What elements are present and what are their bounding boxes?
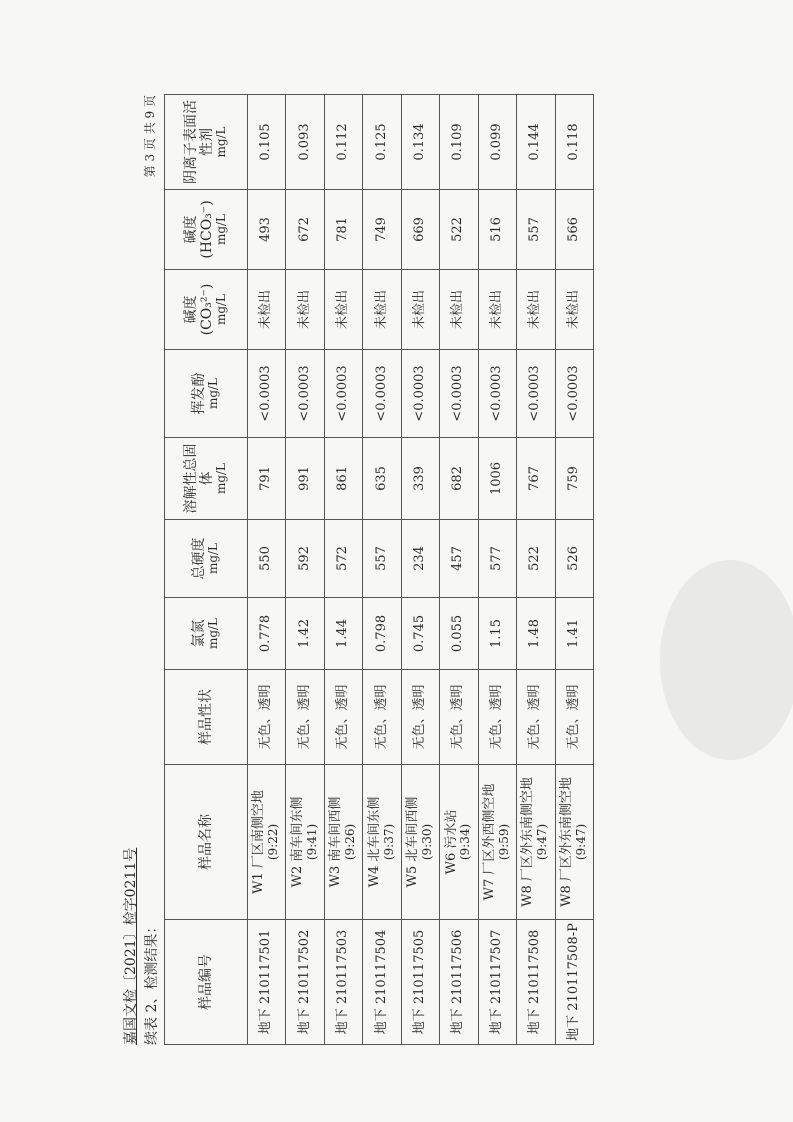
hardness-cell: 457 (440, 520, 478, 598)
table-row (517, 95, 555, 1045)
hardness-cell: 592 (286, 520, 324, 598)
table-row (363, 95, 401, 1045)
ammonia-cell: 0.798 (363, 598, 401, 670)
bicarbonate-cell: 522 (440, 190, 478, 270)
sample-id-cell: 地下 210117501 (248, 920, 286, 1045)
carbonate-cell: 未检出 (555, 270, 594, 350)
sample-property-cell: 无色、透明 (248, 670, 286, 765)
tds-cell: 991 (286, 438, 324, 520)
sample-property-cell: 无色、透明 (440, 670, 478, 765)
phenol-cell: <0.0003 (401, 350, 439, 438)
sample-name-cell: W8 厂区外东南侧空地 (9:47) (517, 765, 555, 920)
column-header: 碱度(HCO₃⁻) mg/L (165, 190, 248, 270)
surfactant-cell: 0.125 (363, 95, 401, 190)
column-header: 总硬度 mg/L (165, 520, 248, 598)
sample-id-cell: 地下 210117505 (401, 920, 439, 1045)
ammonia-cell: 1.48 (517, 598, 555, 670)
tds-cell: 759 (555, 438, 594, 520)
surfactant-cell: 0.134 (401, 95, 439, 190)
ammonia-cell: 1.15 (478, 598, 516, 670)
carbonate-cell: 未检出 (401, 270, 439, 350)
column-header: 碱度(CO₃²⁻) mg/L (165, 270, 248, 350)
surfactant-cell: 0.112 (324, 95, 362, 190)
table-row (401, 95, 439, 1045)
sample-name-cell: W5 北车间西侧 (9:30) (401, 765, 439, 920)
phenol-cell: <0.0003 (555, 350, 594, 438)
ammonia-cell: 0.055 (440, 598, 478, 670)
sample-property-cell: 无色、透明 (555, 670, 594, 765)
hardness-cell: 522 (517, 520, 555, 598)
sample-property-cell: 无色、透明 (401, 670, 439, 765)
surfactant-cell: 0.109 (440, 95, 478, 190)
sample-property-cell: 无色、透明 (478, 670, 516, 765)
sample-name-cell: W8 厂区外东南侧空地 (9:47) (555, 765, 594, 920)
table-row (248, 95, 286, 1045)
carbonate-cell: 未检出 (248, 270, 286, 350)
sample-id-cell: 地下 210117504 (363, 920, 401, 1045)
surfactant-cell: 0.144 (517, 95, 555, 190)
sample-id-cell: 地下 210117508-P (555, 920, 594, 1045)
phenol-cell: <0.0003 (286, 350, 324, 438)
hardness-cell: 526 (555, 520, 594, 598)
hardness-cell: 234 (401, 520, 439, 598)
carbonate-cell: 未检出 (440, 270, 478, 350)
surfactant-cell: 0.099 (478, 95, 516, 190)
surfactant-cell: 0.118 (555, 95, 594, 190)
bicarbonate-cell: 669 (401, 190, 439, 270)
phenol-cell: <0.0003 (440, 350, 478, 438)
bicarbonate-cell: 516 (478, 190, 516, 270)
surfactant-cell: 0.105 (248, 95, 286, 190)
ammonia-cell: 1.41 (555, 598, 594, 670)
hardness-cell: 550 (248, 520, 286, 598)
sample-id-cell: 地下 210117507 (478, 920, 516, 1045)
bicarbonate-cell: 493 (248, 190, 286, 270)
carbonate-cell: 未检出 (286, 270, 324, 350)
tds-cell: 791 (248, 438, 286, 520)
carbonate-cell: 未检出 (478, 270, 516, 350)
report-number: 嘉国文检〔2021〕检字0211号 (123, 847, 139, 1045)
sample-name-cell: W4 北车间东侧 (9:37) (363, 765, 401, 920)
tds-cell: 682 (440, 438, 478, 520)
tds-cell: 339 (401, 438, 439, 520)
carbonate-cell: 未检出 (517, 270, 555, 350)
sample-name-cell: W2 南车间东侧 (9:41) (286, 765, 324, 920)
table-row (324, 95, 362, 1045)
table-row (440, 95, 478, 1045)
tds-cell: 1006 (478, 438, 516, 520)
sample-name-cell: W6 污水站 (9:34) (440, 765, 478, 920)
sample-id-cell: 地下 210117508 (517, 920, 555, 1045)
column-header: 阴离子表面活性剂 mg/L (165, 95, 248, 190)
sample-name-cell: W3 南车间西侧 (9:26) (324, 765, 362, 920)
hardness-cell: 577 (478, 520, 516, 598)
column-header: 溶解性总固体 mg/L (165, 438, 248, 520)
phenol-cell: <0.0003 (517, 350, 555, 438)
rotated-report-content (120, 95, 600, 1045)
tds-cell: 635 (363, 438, 401, 520)
phenol-cell: <0.0003 (324, 350, 362, 438)
carbonate-cell: 未检出 (324, 270, 362, 350)
sample-id-cell: 地下 210117506 (440, 920, 478, 1045)
results-table (164, 94, 594, 1045)
page-indicator: 第 3 页 共 9 页 (143, 95, 157, 178)
sample-name-cell: W7 厂区外西侧空地 (9:59) (478, 765, 516, 920)
header-row (165, 95, 248, 1045)
tds-cell: 861 (324, 438, 362, 520)
hardness-cell: 557 (363, 520, 401, 598)
ammonia-cell: 1.42 (286, 598, 324, 670)
ammonia-cell: 0.778 (248, 598, 286, 670)
table-row (478, 95, 516, 1045)
sample-id-cell: 地下 210117503 (324, 920, 362, 1045)
column-header: 样品名称 (165, 765, 248, 920)
ammonia-cell: 1.44 (324, 598, 362, 670)
sample-property-cell: 无色、透明 (286, 670, 324, 765)
column-header: 挥发酚 mg/L (165, 350, 248, 438)
phenol-cell: <0.0003 (478, 350, 516, 438)
sample-property-cell: 无色、透明 (363, 670, 401, 765)
column-header: 样品性状 (165, 670, 248, 765)
tds-cell: 767 (517, 438, 555, 520)
bicarbonate-cell: 672 (286, 190, 324, 270)
sample-property-cell: 无色、透明 (517, 670, 555, 765)
carbonate-cell: 未检出 (363, 270, 401, 350)
sample-property-cell: 无色、透明 (324, 670, 362, 765)
sample-name-cell: W1 厂区南侧空地 (9:22) (248, 765, 286, 920)
surfactant-cell: 0.093 (286, 95, 324, 190)
bicarbonate-cell: 557 (517, 190, 555, 270)
table-subtitle: 续表 2、检测结果： (144, 919, 160, 1045)
ammonia-cell: 0.745 (401, 598, 439, 670)
bicarbonate-cell: 749 (363, 190, 401, 270)
sample-id-cell: 地下 210117502 (286, 920, 324, 1045)
phenol-cell: <0.0003 (248, 350, 286, 438)
table-row (555, 95, 594, 1045)
scan-shadow (660, 560, 793, 760)
column-header: 氯氮 mg/L (165, 598, 248, 670)
hardness-cell: 572 (324, 520, 362, 598)
bicarbonate-cell: 566 (555, 190, 594, 270)
phenol-cell: <0.0003 (363, 350, 401, 438)
column-header: 样品编号 (165, 920, 248, 1045)
bicarbonate-cell: 781 (324, 190, 362, 270)
table-row (286, 95, 324, 1045)
